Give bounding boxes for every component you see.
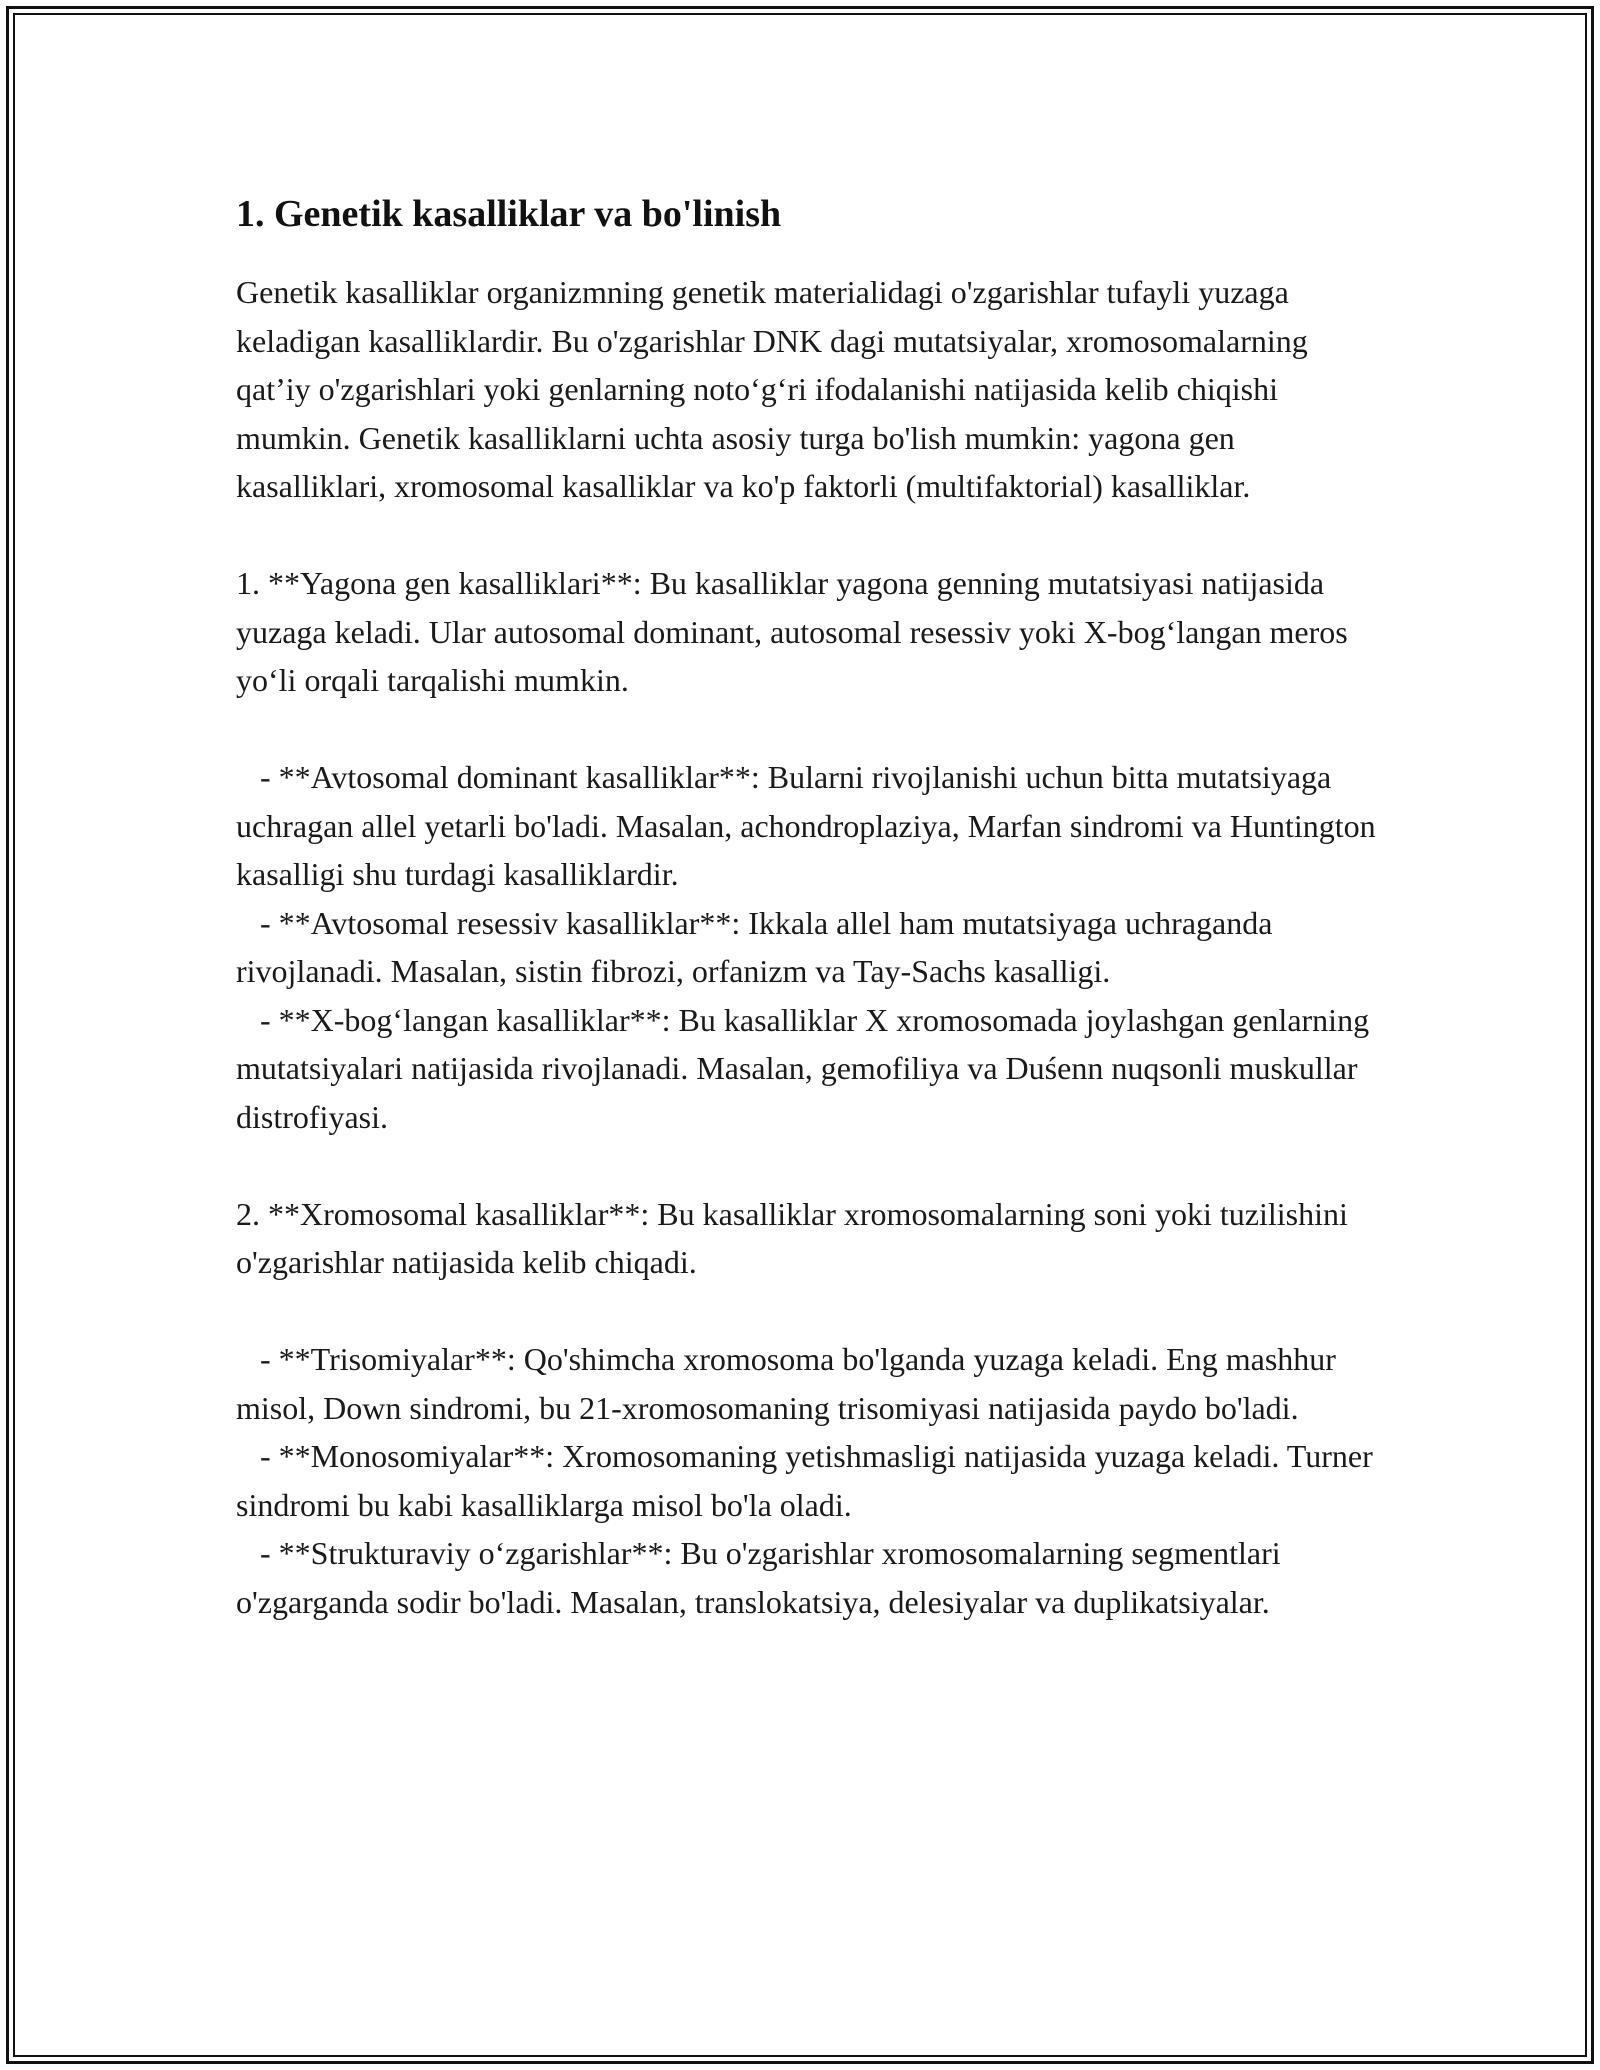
page-title: 1. Genetik kasalliklar va bo'linish <box>236 193 782 235</box>
paragraph: 1. **Yagona gen kasalliklari**: Bu kasalliklar yagona genning mutatsiyasi natijasida yuzaga keladi. Ular autosomal dominant, autosomal resessiv yoki X-bog‘langan meros yo‘li orqali tarqalishi mumkin. <box>236 565 1356 698</box>
paragraph: - **Avtosomal resessiv kasalliklar**: Ikkala allel ham mutatsiyaga uchraganda rivojlanadi. Masalan, sistin fibrozi, orfanizm va Tay-Sachs kasalligi. <box>236 904 1281 989</box>
paragraph-spacer <box>236 1287 1386 1336</box>
paragraph: - **Trisomiyalar**: Qo'shimcha xromosoma bo'lganda yuzaga keladi. Eng mashhur misol, Down sindromi, bu 21-xromosomaning trisomiyasi natijasida paydo bo'ladi. <box>236 1341 1344 1426</box>
paragraph-spacer <box>236 511 1386 560</box>
paragraph: - **Strukturaviy o‘zgarishlar**: Bu o'zgarishlar xromosomalarning segmentlari o'zgarganda sodir bo'ladi. Masalan, translokatsiya, delesiyalar va duplikatsiyalar. <box>236 1535 1289 1620</box>
paragraph: - **Avtosomal dominant kasalliklar**: Bularni rivojlanishi uchun bitta mutatsiyaga uchragan allel yetarli bo'ladi. Masalan, achondroplaziya, Marfan sindromi va Huntington kasalligi shu turdagi kasalliklardir. <box>236 759 1384 892</box>
document-text-blocks <box>236 268 1386 1626</box>
paragraph-spacer <box>236 705 1386 754</box>
paragraph: - **X-bog‘langan kasalliklar**: Bu kasalliklar X xromosomada joylashgan genlarning mutatsiyalari natijasida rivojlanadi. Masalan, gemofiliya va Duśenn nuqsonli muskullar distrofiyasi. <box>236 1001 1378 1135</box>
paragraph: Genetik kasalliklar organizmning genetik materialidagi o'zgarishlar tufayli yuzaga keladigan kasalliklardir. Bu o'zgarishlar DNK dagi mutatsiyalar, xromosomalarning qat’iy o'zgarishlari yoki genlarning noto‘g‘ri ifodalanishi natijasida kelib chiqishi mumkin. Genetik kasalliklarni uchta asosiy turga bo'lish mumkin: yagona gen kasalliklari, xromosomal kasalliklar va ko'p faktorli (multifaktorial) kasalliklar. <box>236 274 1316 504</box>
paragraph: - **Monosomiyalar**: Xromosomaning yetishmasligi natijasida yuzaga keladi. Turner sindromi bu kabi kasalliklarga misol bo'la oladi. <box>236 1438 1381 1523</box>
paragraph-spacer <box>236 1141 1386 1190</box>
paragraph: 2. **Xromosomal kasalliklar**: Bu kasalliklar xromosomalarning soni yoki tuzilishini o'zgarishlar natijasida kelib chiqadi. <box>236 1195 1356 1280</box>
document-body <box>236 188 1386 1626</box>
